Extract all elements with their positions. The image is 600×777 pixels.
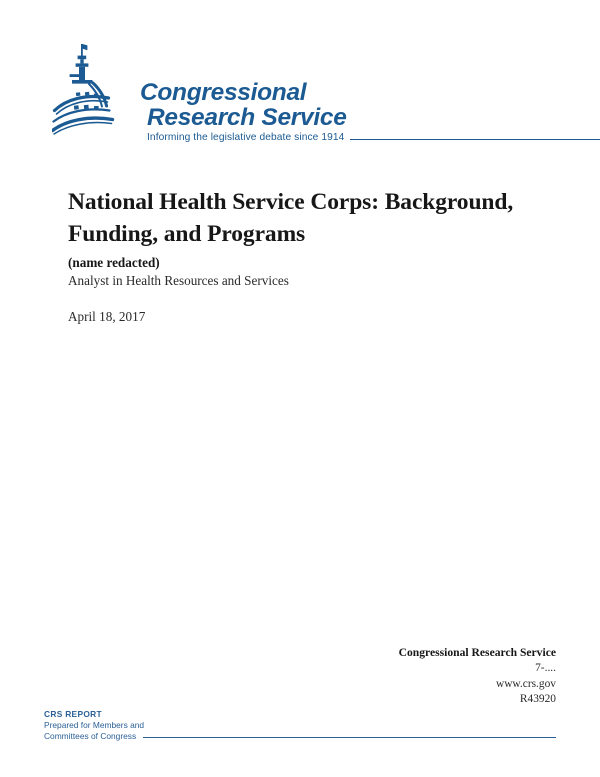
crs-report-divider — [143, 737, 556, 738]
crs-report-line-1: Prepared for Members and — [44, 720, 145, 730]
colophon-website[interactable]: www.crs.gov — [495, 677, 556, 690]
wordmark-line-research-service: Research Service — [147, 104, 347, 131]
colophon-phone: 7-.... — [535, 662, 556, 674]
wordmark-line-congressional: Congressional — [140, 79, 307, 106]
crs-capitol-dome-logo-icon — [52, 42, 148, 137]
page-title: National Health Service Corps: Background, Funding, and Programs — [68, 188, 514, 247]
crs-report-label: CRS REPORT — [44, 709, 102, 719]
publication-date: April 18, 2017 — [68, 309, 146, 324]
tagline-row — [147, 132, 600, 143]
author-job-title: Analyst in Health Resources and Services — [68, 273, 289, 288]
byline-block — [68, 254, 488, 325]
colophon-report-number: R43920 — [519, 693, 556, 705]
colophon-block — [296, 645, 556, 708]
document-header — [52, 42, 556, 142]
tagline-divider — [350, 139, 600, 140]
author-name: (name redacted) — [68, 255, 160, 270]
colophon-organization: Congressional Research Service — [398, 646, 556, 659]
crs-report-last-row — [44, 731, 556, 742]
crs-wordmark — [140, 80, 360, 130]
crs-report-line-2: Committees of Congress — [44, 730, 137, 741]
crs-report-mark — [44, 709, 556, 741]
tagline-text: Informing the legislative debate since 1914 — [147, 132, 345, 143]
